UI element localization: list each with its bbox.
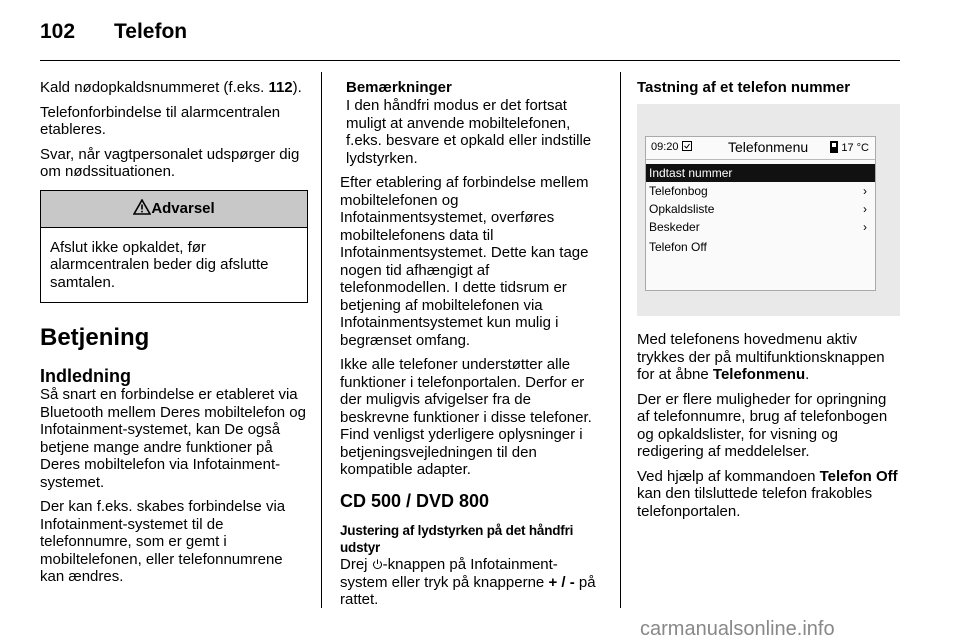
paragraph: Med telefonens hovedmenu aktiv trykkes der på multifunktionsknappen for at åbne Telefonmenu. xyxy=(637,331,885,383)
page-header xyxy=(40,20,188,44)
chevron-right-icon: › xyxy=(863,184,867,198)
subsection-heading: Justering af lydstyrken på det håndfri udstyr xyxy=(340,523,574,555)
phone-icon xyxy=(830,141,838,153)
paragraph: Telefonforbindelse til alarmcentralen etableres. xyxy=(40,103,281,138)
header-rule xyxy=(40,60,900,61)
menu-item-telefon-off[interactable]: Telefon Off xyxy=(649,240,707,254)
column-2 xyxy=(340,79,602,616)
warning-header xyxy=(41,191,307,228)
display-status-bar xyxy=(646,137,875,160)
page-title: Telefon xyxy=(114,20,188,43)
watermark: carmanualsonline.info xyxy=(640,618,835,640)
warning-box xyxy=(40,190,308,304)
display-panel xyxy=(645,136,876,291)
paragraph: Kald nødopkaldsnummeret (f.eks. 112). xyxy=(40,79,302,96)
page-number: 102 xyxy=(40,20,76,43)
paragraph: Så snart en forbindelse er etableret via Bluetooth mellem Deres mobiltelefon og Infotainment-systemet, kan De også betjene mange andre funktioner på Deres mobiltelefon via Infotainment-systemet. xyxy=(40,386,306,491)
section-heading: CD 500 / DVD 800 xyxy=(340,490,490,511)
menu-item-indtast-nummer[interactable]: Indtast nummer xyxy=(646,164,875,182)
section-heading: Betjening xyxy=(40,324,150,351)
menu-item-beskeder[interactable]: Beskeder › xyxy=(649,220,867,234)
column-3-text xyxy=(637,331,902,527)
warning-icon xyxy=(133,199,151,215)
column-1 xyxy=(40,79,308,593)
menu-item-telefonbog[interactable]: Telefonbog › xyxy=(649,184,867,198)
temperature-text: 17 °C xyxy=(830,141,869,154)
subsection-heading: Indledning xyxy=(40,366,131,386)
chevron-right-icon: › xyxy=(863,202,867,216)
note-title: Bemærkninger xyxy=(346,79,452,96)
note-block xyxy=(346,79,602,167)
menu-item-opkaldsliste[interactable]: Opkaldsliste › xyxy=(649,202,867,216)
phone-menu-screenshot xyxy=(637,104,900,316)
clock-text: 09:20 xyxy=(651,141,692,153)
paragraph: Der er flere muligheder for opringning af telefonnumre, brug af telefonbogen og opkaldslister, for visning og redigering af meddelelser. xyxy=(637,390,888,460)
power-knob-icon xyxy=(372,559,383,570)
note-text: I den håndfri modus er det fortsat muligt at anvende mobiltelefonen, f.eks. besvare et opkald eller indstille lydstyrken. xyxy=(346,97,592,167)
warning-text: Afslut ikke opkaldet, før alarmcentralen beder dig afslutte samtalen. xyxy=(50,238,269,291)
display-title: Telefonmenu xyxy=(728,139,809,155)
warning-title: Advarsel xyxy=(151,199,215,217)
column-divider xyxy=(620,72,621,608)
clock-icon xyxy=(682,141,692,151)
paragraph: Ikke alle telefoner understøtter alle funktioner i telefonportalen. Derfor er der muligvis afvigelser fra de beskrevne funktioner i disse telefoner. Find venligst yderligere oplysninger i betjeningsvejledningen til den kompatible adapter. xyxy=(340,356,592,478)
paragraph: Svar, når vagtpersonalet udspørger dig om nødssituationen. xyxy=(40,145,300,180)
section-heading: Tastning af et telefon nummer xyxy=(637,79,851,96)
chevron-right-icon: › xyxy=(863,220,867,234)
paragraph: Der kan f.eks. skabes forbindelse via Infotainment-systemet til de telefonnumre, som er gemt i mobiltelefonen, eller telefonnumrene kan ændres. xyxy=(40,498,286,585)
column-3 xyxy=(637,79,902,97)
paragraph: Ved hjælp af kommandoen Telefon Off kan den tilsluttede telefon frakobles telefonportalen. xyxy=(637,467,898,520)
paragraph: Drej -knappen på Infotainment-system eller tryk på knapperne + / - på rattet. xyxy=(340,556,596,608)
paragraph: Efter etablering af forbindelse mellem mobiltelefonen og Infotainmentsystemet, overføres mobiltelefonens data til Infotainmentsystemet. Dette kan tage nogen tid afhængigt af telefonmodellen. I dette tidsrum er betjening af mobiltelefonen via Infotainmentsystemet kun mulig i begrænset omfang. xyxy=(340,174,589,349)
column-divider xyxy=(321,72,322,608)
